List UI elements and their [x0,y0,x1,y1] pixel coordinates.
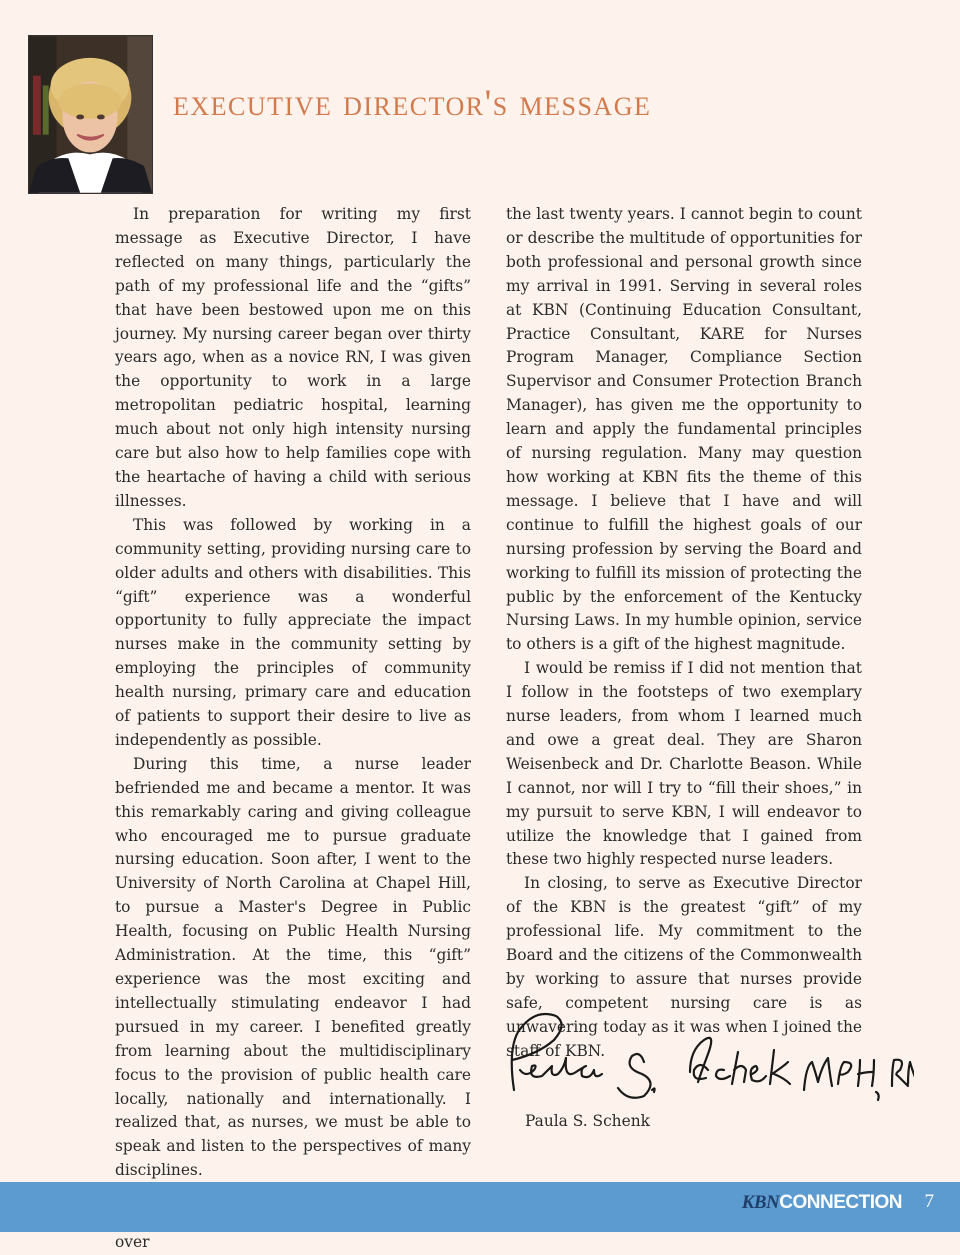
author-photo [28,35,153,194]
brand-suffix: CONNECTION [779,1192,902,1213]
paragraph: In closing, to serve as Executive Director of the KBN is the greatest “gift” of my professional life. My commitment to the Board and the citizens of the Commonwealth by working to assure that nurses provide safe, competent nursing care is as unwavering today as it was when I joined the staff of KBN. [506,874,862,1060]
handwritten-signature [494,1010,914,1105]
publication-brand [742,1192,902,1214]
left-column [115,203,471,1255]
portrait-photo-icon [29,36,152,193]
page-number: 7 [924,1191,934,1212]
paragraph: over [115,1232,150,1251]
footer-bar [0,1182,960,1232]
paragraph: During this time, a nurse leader befriended me and became a mentor. It was this remarkably caring and giving colleague who encouraged me to pursue graduate nursing education. Soon after, I went to the University of North Carolina at Chapel Hill, to pursue a Master's Degree in Public Health, focusing on Public Health Nursing Administration. At the time, this “gift” experience was the most exciting and intellectually stimulating endeavor I had pursued in my career. I benefited greatly from learning about the multidisciplinary focus to the provision of public health care locally, nationally and internationally. I realized that, as nurses, we must be able to speak and listen to the perspectives of many disciplines. [115,754,471,1180]
paragraph: In preparation for writing my first message as Executive Director, I have reflected on many things, particularly the path of my professional life and the “gifts” that have been bestowed upon me on this journey. My nursing career began over thirty years ago, when as a novice RN, I was given the opportunity to work in a large metropolitan pediatric hospital, learning much about not only high intensity nursing care but also how to help families cope with the heartache of having a child with serious illnesses. [115,205,471,510]
paragraph: This was followed by working in a community setting, providing nursing care to older adults and others with disabilities. This “gift” experience was a wonderful opportunity to fully appreciate the impact nurses make in the community setting by employing the principles of community health nursing, primary care and education of patients to support their desire to live as independently as possible. [115,515,471,749]
page-title: executive director's message [173,83,652,124]
paragraph: the last twenty years. I cannot begin to count or describe the multitude of opportunities for both professional and personal growth since my arrival in 1991. Serving in several roles at KBN (Continuing Education Consultant, Practice Consultant, KARE for Nurses Program Manager, Compliance Section Supervisor and Consumer Protection Branch Manager), has given me the opportunity to learn and apply the fundamental principles of nursing regulation. Many may question how working at KBN fits the theme of this message. I believe that I have and will continue to fulfill the highest goals of our nursing profession by serving the Board and working to fulfill its mission of protecting the public by the enforcement of the Kentucky Nursing Laws. In my humble opinion, service to others is a gift of the highest magnitude. [506,205,862,654]
brand-prefix: KBN [741,1192,780,1213]
right-column [506,203,862,1064]
signer-name: Paula S. Schenk [525,1112,650,1130]
paragraph: I would be remiss if I did not mention that I follow in the footsteps of two exemplary nurse leaders, from whom I learned much and owe a great deal. They are Sharon Weisenbeck and Dr. Charlotte Beason. While I cannot, nor will I try to “fill their shoes,” in my pursuit to serve KBN, I will endeavor to utilize the knowledge that I gained from these two highly respected nurse leaders. [506,659,862,869]
